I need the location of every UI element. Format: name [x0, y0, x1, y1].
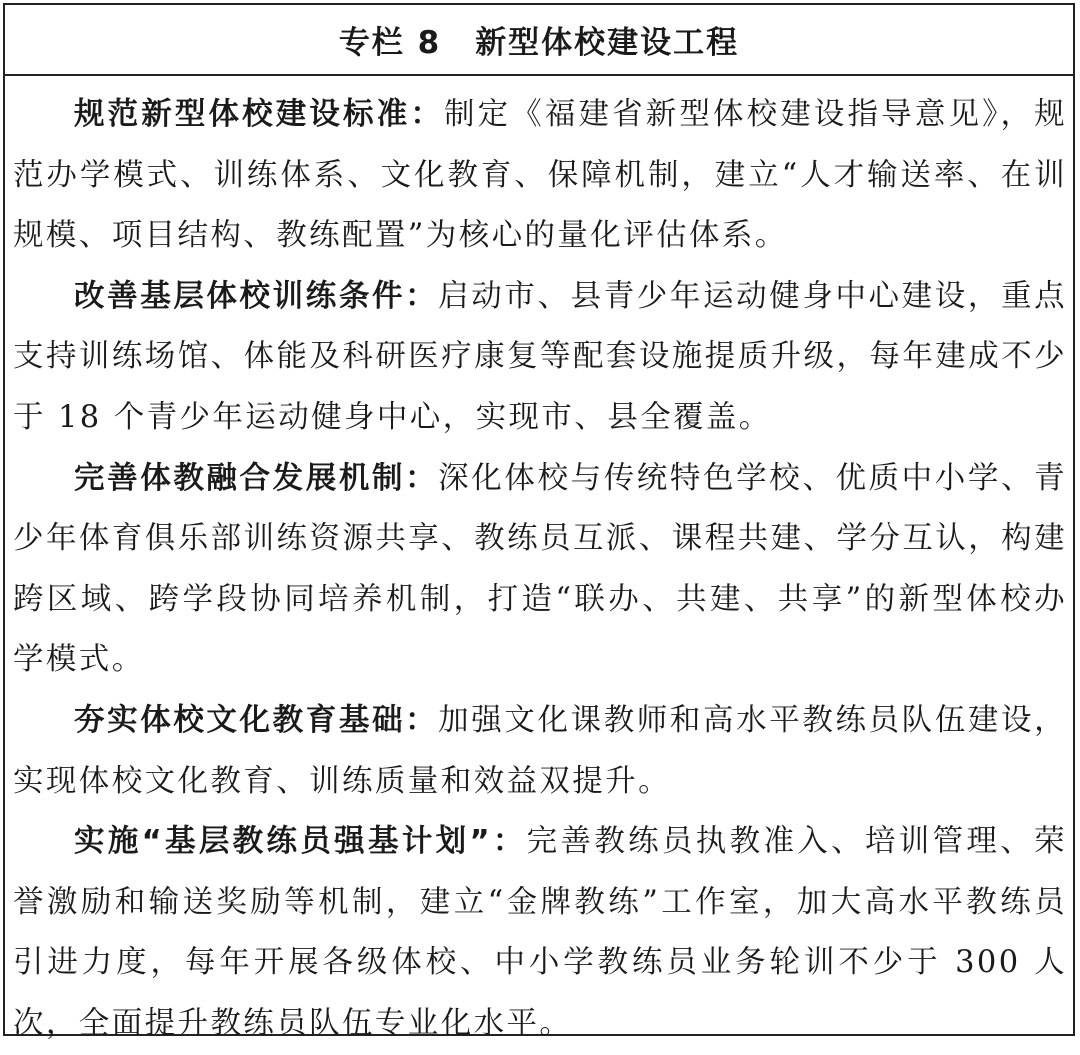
paragraph-integration-mechanism — [13, 449, 1067, 691]
column-title: 新型体校建设工程 — [475, 25, 740, 61]
paragraph-text: 启动市、县青少年运动健身中心建设，重点支持训练场馆、体能及科研医疗康复等配套设施提质升级，每年建成不少于 18 个青少年运动健身中心，实现市、县全覆盖。 — [13, 278, 1067, 435]
paragraph-lead: 规范新型体校建设标准： — [74, 97, 444, 132]
column-box — [3, 3, 1075, 1041]
paragraph-text: 制定《福建省新型体校建设指导意见》，规范办学模式、训练体系、文化教育、保障机制，建立“人才输送率、在训规模、项目结构、教练配置”为核心的量化评估体系。 — [13, 97, 1067, 254]
paragraph-coach-plan — [13, 812, 1067, 1054]
paragraph-text: 加强文化课教师和高水平教练员队伍建设，实现体校文化教育、训练质量和效益双提升。 — [13, 702, 1067, 799]
paragraph-text: 完善教练员执教准入、培训管理、荣誉激励和输送奖励等机制，建立“金牌教练”工作室，加大高水平教练员引进力度，每年开展各级体校、中小学教练员业务轮训不少于 300 人次，全面提升教练员队伍专业化水平。 — [13, 824, 1067, 1041]
paragraph-training-conditions — [13, 267, 1067, 449]
paragraph-cultural-education — [13, 691, 1067, 812]
paragraph-lead: 改善基层体校训练条件： — [74, 278, 439, 314]
column-content — [5, 76, 1073, 1055]
paragraph-lead: 夯实体校文化教育基础： — [74, 702, 439, 738]
paragraph-lead: 实施“基层教练员强基计划”： — [74, 824, 527, 860]
paragraph-lead: 完善体教融合发展机制： — [74, 460, 439, 496]
paragraph-text: 深化体校与传统特色学校、优质中小学、青少年体育俱乐部训练资源共享、教练员互派、课程共建、学分互认，构建跨区域、跨学段协同培养机制，打造“联办、共建、共享”的新型体校办学模式。 — [13, 460, 1067, 678]
paragraph-standards — [13, 85, 1067, 267]
column-header — [5, 5, 1073, 76]
column-label: 专栏 8 — [338, 25, 442, 61]
